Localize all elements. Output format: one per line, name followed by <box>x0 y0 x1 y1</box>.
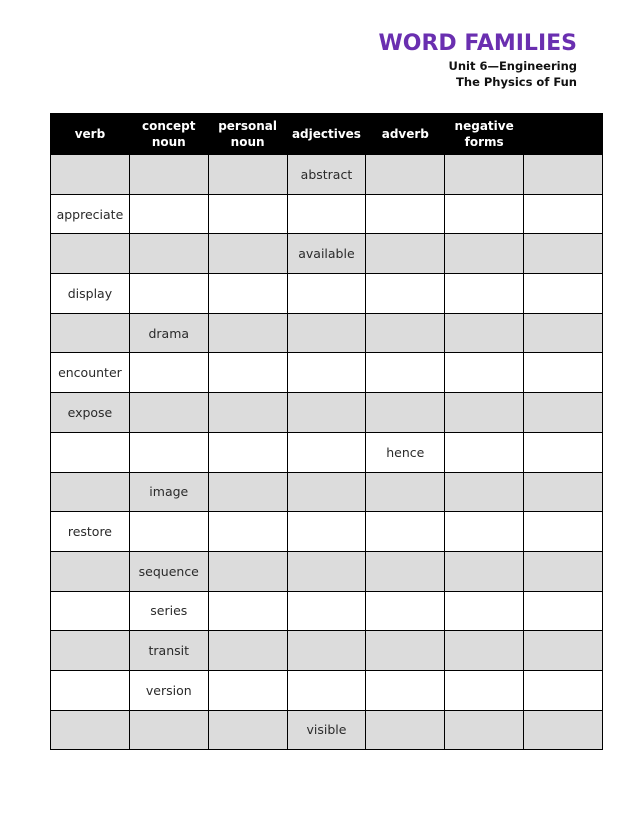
table-cell[interactable] <box>51 472 130 512</box>
table-cell[interactable] <box>524 472 603 512</box>
table-cell[interactable] <box>366 393 445 433</box>
table-cell[interactable] <box>208 194 287 234</box>
table-cell[interactable] <box>445 631 524 671</box>
table-cell[interactable] <box>208 234 287 274</box>
table-cell[interactable] <box>366 155 445 195</box>
table-cell[interactable] <box>445 313 524 353</box>
table-cell[interactable] <box>445 353 524 393</box>
column-header-concept-noun: concept noun <box>129 114 208 155</box>
table-cell[interactable] <box>208 353 287 393</box>
table-cell[interactable] <box>524 393 603 433</box>
table-cell[interactable] <box>287 353 366 393</box>
table-cell[interactable] <box>366 591 445 631</box>
table-cell[interactable] <box>51 591 130 631</box>
table-cell[interactable] <box>445 274 524 314</box>
table-cell[interactable] <box>51 710 130 750</box>
table-cell[interactable]: hence <box>366 432 445 472</box>
table-cell[interactable] <box>208 472 287 512</box>
table-cell[interactable] <box>208 512 287 552</box>
table-cell[interactable] <box>445 432 524 472</box>
table-cell[interactable] <box>524 670 603 710</box>
table-cell[interactable] <box>129 393 208 433</box>
table-cell[interactable] <box>51 313 130 353</box>
table-cell[interactable] <box>524 155 603 195</box>
table-row <box>51 432 603 472</box>
table-cell[interactable]: image <box>129 472 208 512</box>
table-cell[interactable] <box>287 512 366 552</box>
table-cell[interactable] <box>445 472 524 512</box>
table-cell[interactable] <box>287 313 366 353</box>
table-cell[interactable] <box>208 551 287 591</box>
table-cell[interactable] <box>445 551 524 591</box>
table-cell[interactable] <box>524 194 603 234</box>
table-cell[interactable] <box>287 194 366 234</box>
table-cell[interactable] <box>524 710 603 750</box>
table-cell[interactable] <box>366 670 445 710</box>
table-cell[interactable] <box>366 234 445 274</box>
table-cell[interactable] <box>445 155 524 195</box>
table-row <box>51 155 603 195</box>
table-cell[interactable]: available <box>287 234 366 274</box>
table-cell[interactable] <box>524 313 603 353</box>
table-cell[interactable] <box>524 432 603 472</box>
table-cell[interactable] <box>208 313 287 353</box>
table-cell[interactable]: transit <box>129 631 208 671</box>
page-title: WORD FAMILIES <box>378 31 577 56</box>
table-row <box>51 670 603 710</box>
table-cell[interactable] <box>208 631 287 671</box>
table-cell[interactable] <box>129 432 208 472</box>
table-row <box>51 512 603 552</box>
table-cell[interactable] <box>366 194 445 234</box>
table-cell[interactable] <box>129 155 208 195</box>
table-cell[interactable] <box>287 432 366 472</box>
table-cell[interactable] <box>208 274 287 314</box>
table-cell[interactable] <box>366 472 445 512</box>
table-cell[interactable] <box>524 353 603 393</box>
table-cell[interactable] <box>366 512 445 552</box>
table-header-row <box>51 114 603 155</box>
table-cell[interactable] <box>366 710 445 750</box>
table-cell[interactable]: version <box>129 670 208 710</box>
page-header <box>378 30 577 90</box>
table-row <box>51 591 603 631</box>
table-cell[interactable] <box>208 393 287 433</box>
table-cell[interactable] <box>287 393 366 433</box>
table-cell[interactable]: visible <box>287 710 366 750</box>
table-cell[interactable] <box>524 551 603 591</box>
table-cell[interactable] <box>287 472 366 512</box>
table-cell[interactable] <box>445 670 524 710</box>
table-cell[interactable] <box>524 591 603 631</box>
table-cell[interactable]: series <box>129 591 208 631</box>
table-cell[interactable] <box>208 432 287 472</box>
table-cell[interactable] <box>51 155 130 195</box>
table-cell[interactable] <box>445 710 524 750</box>
table-cell[interactable] <box>524 234 603 274</box>
table-cell[interactable] <box>287 631 366 671</box>
table-cell[interactable]: expose <box>51 393 130 433</box>
table-row <box>51 194 603 234</box>
table-row <box>51 472 603 512</box>
table-cell[interactable] <box>445 393 524 433</box>
table-cell[interactable] <box>366 313 445 353</box>
table-cell[interactable]: display <box>51 274 130 314</box>
table-cell[interactable] <box>287 591 366 631</box>
table-cell[interactable] <box>366 551 445 591</box>
table-cell[interactable] <box>445 591 524 631</box>
table-cell[interactable]: abstract <box>287 155 366 195</box>
table-row <box>51 551 603 591</box>
table-row <box>51 710 603 750</box>
table-cell[interactable]: restore <box>51 512 130 552</box>
table-cell[interactable] <box>524 512 603 552</box>
topic-label: The Physics of Fun <box>456 75 577 89</box>
column-header-personal-noun: personal noun <box>208 114 287 155</box>
unit-label: Unit 6—Engineering <box>448 59 577 73</box>
table-cell[interactable] <box>287 670 366 710</box>
table-row <box>51 313 603 353</box>
word-families-table <box>50 113 603 750</box>
table-cell[interactable] <box>129 710 208 750</box>
table-row <box>51 274 603 314</box>
table-cell[interactable]: drama <box>129 313 208 353</box>
table-row <box>51 631 603 671</box>
column-header-adjectives: adjectives <box>287 114 366 155</box>
column-header-blank <box>524 114 603 155</box>
table-cell[interactable] <box>445 194 524 234</box>
column-header-adverb: adverb <box>366 114 445 155</box>
table-cell[interactable] <box>208 710 287 750</box>
table-cell[interactable] <box>524 631 603 671</box>
table-cell[interactable]: sequence <box>129 551 208 591</box>
table-row <box>51 353 603 393</box>
table-cell[interactable] <box>129 353 208 393</box>
table-cell[interactable] <box>129 234 208 274</box>
table-cell[interactable] <box>129 274 208 314</box>
table-cell[interactable] <box>51 631 130 671</box>
table-cell[interactable] <box>129 194 208 234</box>
table-cell[interactable] <box>51 432 130 472</box>
table-cell[interactable] <box>366 353 445 393</box>
table-cell[interactable]: appreciate <box>51 194 130 234</box>
table-cell[interactable] <box>208 155 287 195</box>
table-cell[interactable] <box>524 274 603 314</box>
table-body <box>51 155 603 750</box>
column-header-verb: verb <box>51 114 130 155</box>
table-cell[interactable] <box>51 234 130 274</box>
table-cell[interactable] <box>51 670 130 710</box>
table-cell[interactable] <box>208 670 287 710</box>
table-cell[interactable] <box>366 631 445 671</box>
table-cell[interactable] <box>208 591 287 631</box>
table-row <box>51 393 603 433</box>
column-header-negative-forms: negative forms <box>445 114 524 155</box>
table-row <box>51 234 603 274</box>
table-cell[interactable] <box>445 234 524 274</box>
table-cell[interactable] <box>445 512 524 552</box>
table-cell[interactable]: encounter <box>51 353 130 393</box>
table-cell[interactable] <box>287 551 366 591</box>
table-cell[interactable] <box>287 274 366 314</box>
table-cell[interactable] <box>129 512 208 552</box>
table-cell[interactable] <box>51 551 130 591</box>
table-cell[interactable] <box>366 274 445 314</box>
